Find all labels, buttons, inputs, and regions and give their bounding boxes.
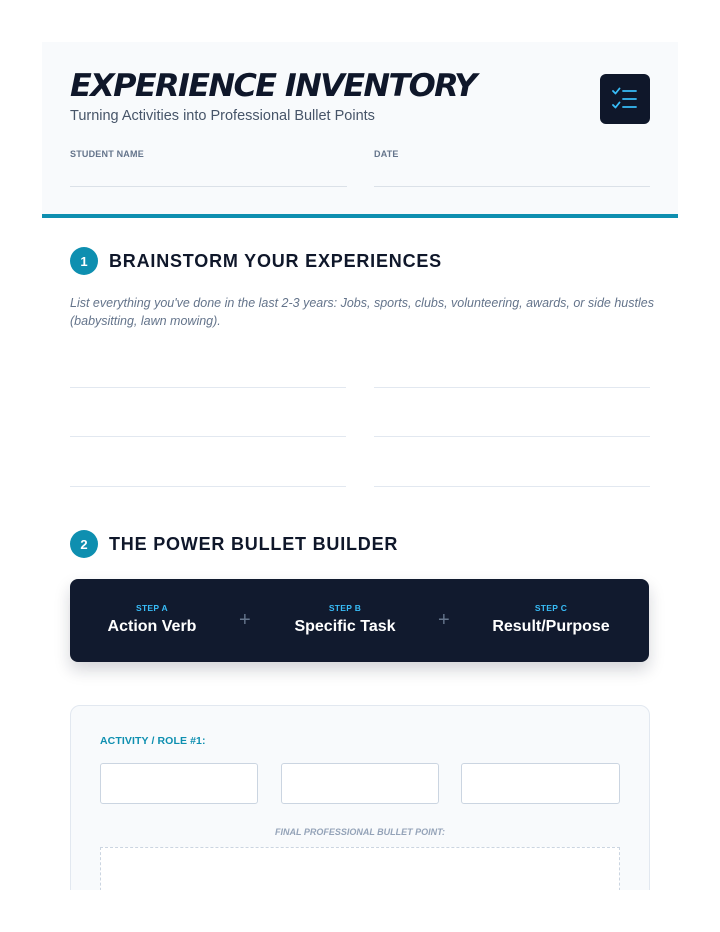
section-2-title: THE POWER BULLET BUILDER <box>109 533 399 554</box>
checklist-icon-graphic <box>612 87 638 111</box>
page-title: EXPERIENCE INVENTORY <box>70 68 476 104</box>
step-name: Action Verb <box>107 618 197 635</box>
section-1-title: BRAINSTORM YOUR EXPERIENCES <box>109 250 442 271</box>
result-purpose-input[interactable] <box>461 763 620 804</box>
worksheet <box>42 42 678 890</box>
page-subtitle: Turning Activities into Professional Bullet Points <box>70 108 375 124</box>
final-bullet-label: FINAL PROFESSIONAL BULLET POINT: <box>274 827 445 837</box>
section-1-number: 1 <box>70 247 98 275</box>
brainstorm-line[interactable] <box>70 486 346 487</box>
section-1-instructions: List everything you've done in the last 2-3 years: Jobs, sports, clubs, volunteering, awards, or side hustles (babysitting, lawn mowing). <box>70 296 654 328</box>
plus-operator: + <box>438 609 450 631</box>
brainstorm-line[interactable] <box>374 387 650 388</box>
brainstorm-line[interactable] <box>70 436 346 437</box>
final-bullet-input[interactable] <box>100 847 620 890</box>
date-label: DATE <box>374 149 399 159</box>
date-field[interactable] <box>374 186 650 187</box>
section-2-heading <box>70 530 398 558</box>
section-2-number: 2 <box>70 530 98 558</box>
specific-task-input[interactable] <box>281 763 439 804</box>
step-tag: STEP B <box>328 603 362 613</box>
brainstorm-line[interactable] <box>374 436 650 437</box>
checklist-icon <box>600 74 650 124</box>
bullet-formula-banner <box>70 579 649 662</box>
step-name: Specific Task <box>294 618 396 635</box>
student-name-label: STUDENT NAME <box>70 149 144 159</box>
section-1-heading <box>70 247 442 275</box>
worksheet-header <box>42 42 678 218</box>
step-tag: STEP A <box>135 603 169 613</box>
activity-role-label: ACTIVITY / ROLE #1: <box>100 735 206 747</box>
student-name-field[interactable] <box>70 186 347 187</box>
brainstorm-line[interactable] <box>374 486 650 487</box>
formula-step-c <box>468 579 634 662</box>
activity-card <box>70 705 650 890</box>
formula-step-b <box>270 579 420 662</box>
brainstorm-line[interactable] <box>70 387 346 388</box>
step-name: Result/Purpose <box>492 618 610 635</box>
action-verb-input[interactable] <box>100 763 258 804</box>
plus-operator: + <box>239 609 251 631</box>
formula-step-a <box>82 579 222 662</box>
step-tag: STEP C <box>534 603 568 613</box>
